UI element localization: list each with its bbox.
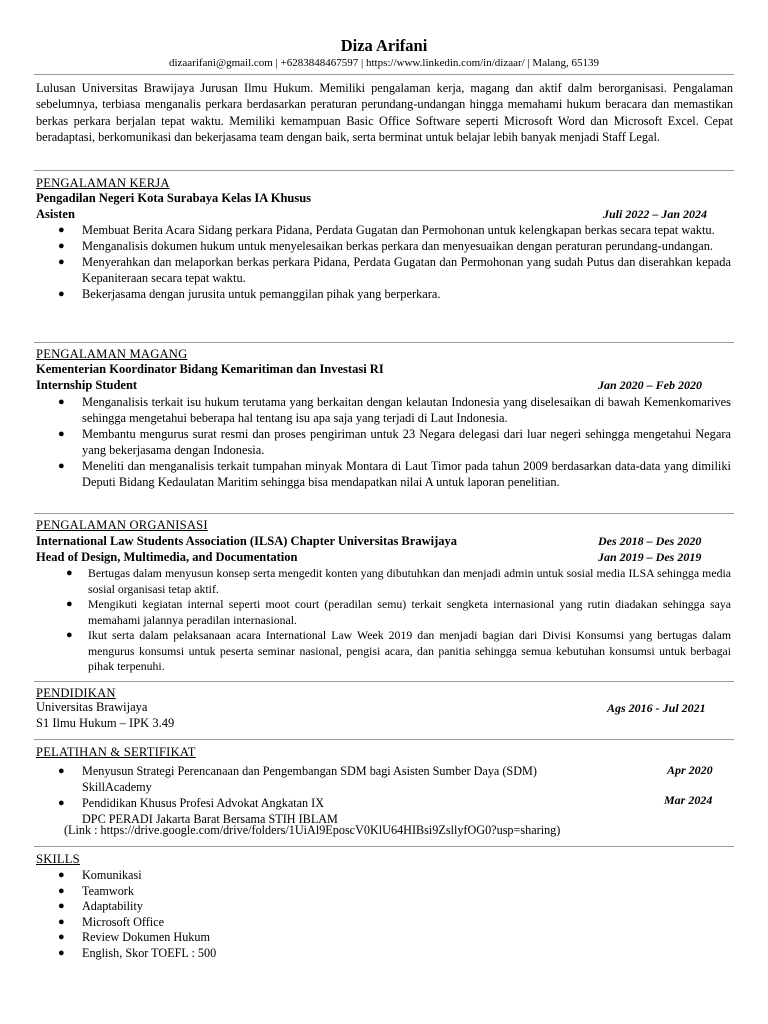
divider <box>34 170 734 171</box>
list-item: ● Komunikasi <box>58 868 142 882</box>
bullet-icon: ● <box>58 256 65 268</box>
bullet-icon: ● <box>58 900 65 913</box>
work-date: Juli 2022 – Jan 2024 <box>603 207 708 221</box>
bullet-icon: ● <box>58 797 65 809</box>
list-item: ● English, Skor TOEFL : 500 <box>58 945 217 960</box>
organization-bullet-list <box>66 566 731 675</box>
section-heading-training: PELATIHAN & SERTIFIKAT <box>36 745 196 759</box>
bullet-icon: ● <box>66 629 73 641</box>
list-item: ● Review Dokumen Hukum <box>58 930 210 945</box>
education-degree: S1 Ilmu Hukum – IPK 3.49 <box>36 716 175 730</box>
bullet-icon: ● <box>58 288 65 300</box>
contact-line: dizaarifani@gmail.com | +6283848467597 | https://www.linkedin.com/in/dizaar/ | Malang, 65139 <box>168 57 600 69</box>
bullet-icon: ● <box>58 915 65 928</box>
bullet-icon: ● <box>58 765 65 777</box>
bullet-icon: ● <box>58 460 65 472</box>
list-item: ● Menganalisis terkait isu hukum terutama yang berkaitan dengan kelautan Indonesia yang diselesaikan di bawah Kemenkomarives sehingga mengetahui beberapa hal tentang isu apa saja yang terjadi di Laut Indonesia. <box>58 395 731 425</box>
divider <box>34 513 734 514</box>
bullet-icon: ● <box>58 240 65 252</box>
bullet-icon: ● <box>66 567 73 579</box>
list-item: ● Menyerahkan dan melaporkan berkas perkara Pidana, Perdata Gugatan dan Permohonan yang sudah Putus dan diserahkan kepada Kepaniteraan secara tepat waktu. <box>58 255 731 285</box>
organization-name: International Law Students Association (ILSA) Chapter Universitas Brawijaya <box>36 534 457 548</box>
list-item: ● Adaptability <box>58 899 143 914</box>
list-item: ● Menganalisis dokumen hukum untuk menyelesaikan berkas perkara dan menyesuaikan dengan peraturan perundang-undangan. <box>58 239 714 253</box>
bullet-icon: ● <box>58 869 65 881</box>
list-item: ● Menyusun Strategi Perencanaan dan Pengembangan SDM bagi Asisten Sumber Daya (SDM) SkillAcademy <box>58 764 537 794</box>
divider <box>34 846 734 847</box>
section-heading-education: PENDIDIKAN <box>36 686 116 700</box>
bullet-icon: ● <box>58 396 65 408</box>
internship-date: Jan 2020 – Feb 2020 <box>598 378 703 392</box>
list-item: ● Meneliti dan menganalisis terkait tumpahan minyak Montara di Laut Timor pada tahun 2009 berdasarkan data-data yang dimiliki Deputi Bidang Kedaulatan Maritim sehingga bisa mendapatkan nilai A untuk laporan penelitian. <box>58 459 731 489</box>
skills-list <box>58 868 482 962</box>
divider <box>34 74 734 75</box>
work-role: Asisten <box>36 207 75 221</box>
training-list <box>58 763 642 827</box>
summary-paragraph: Lulusan Universitas Brawijaya Jurusan Ilmu Hukum. Memiliki pengalaman kerja, magang dan aktif dalm berorganisasi. Pengalaman sebelumnya, terbiasa menganalis perkara berdasarkan peraturan perundang-undangan hingga memahami hukum beracara dan memastikan berkas perkara berjalan tepat waktu. Memiliki kemampuan Basic Office Software seperti Microsoft Word dan Microsoft Excel. Cepat beradaptasi, berkomunikasi dan bekerjasama team dengan baik, serta berminat untuk belajar lebih banyak menjadi Staff Legal. <box>36 81 733 144</box>
divider <box>34 681 734 682</box>
bullet-icon: ● <box>58 931 65 944</box>
list-item: ● Pendidikan Khusus Profesi Advokat Angkatan IX DPC PERADI Jakarta Barat Bersama STIH IBLAM <box>58 796 338 826</box>
list-item: ● Mengikuti kegiatan internal seperti moot court (peradilan semu) terkait sengketa internasional yang rutin diadakan sehingga saya memahami jalannya peradilan internasional. <box>66 597 731 627</box>
internship-organization: Kementerian Koordinator Bidang Kemaritiman dan Investasi RI <box>36 362 384 376</box>
certificate-link[interactable]: (Link : https://drive.google.com/drive/folders/1UiAl9EposcV0KlU64HIBsi9ZsllyfOG0?usp=sharing) <box>64 823 561 837</box>
list-item: ● Microsoft Office <box>58 914 165 929</box>
work-organization: Pengadilan Negeri Kota Surabaya Kelas IA Khusus <box>36 191 312 205</box>
section-heading-internship: PENGALAMAN MAGANG <box>36 347 188 361</box>
section-heading-work: PENGALAMAN KERJA <box>36 176 170 190</box>
list-item: ● Bertugas dalam menyusun konsep serta mengedit konten yang dibutuhkan dan menjadi admin untuk sosial media ILSA sehingga media sosial organisasi tetap aktif. <box>66 566 731 596</box>
list-item: ● Ikut serta dalam pelaksanaan acara International Law Week 2019 dan menjadi bagian dari Divisi Konsumsi yang bertugas dalam mengurus konsumsi untuk peserta seminar nasional, pengisi acara, dan panitia sehingga semua kebutuhan konsumsi untuk berbagai pihak terpenuhi. <box>66 628 731 673</box>
list-item: ● Bekerjasama dengan jurusita untuk pemanggilan pihak yang berperkara. <box>58 287 441 301</box>
bullet-icon: ● <box>58 884 65 897</box>
training-date: Mar 2024 <box>664 793 713 807</box>
bullet-icon: ● <box>58 946 65 959</box>
list-item: ● Membantu mengurus surat resmi dan proses pengiriman untuk 23 Negara delegasi dari luar negeri sehingga mengetahui Negara yang bekerjasama dengan Indonesia. <box>58 427 731 457</box>
section-heading-organization: PENGALAMAN ORGANISASI <box>36 518 208 532</box>
education-school: Universitas Brawijaya <box>36 700 148 714</box>
organization-role-date: Jan 2019 – Des 2019 <box>598 550 702 564</box>
bullet-icon: ● <box>58 428 65 440</box>
list-item: ● Membuat Berita Acara Sidang perkara Pidana, Perdata Gugatan dan Permohonan untuk kelengkapan berkas secara tepat waktu. <box>58 223 715 237</box>
training-date: Apr 2020 <box>667 763 713 777</box>
work-bullet-list <box>58 222 731 302</box>
list-item: ● Teamwork <box>58 883 134 898</box>
organization-role: Head of Design, Multimedia, and Documentation <box>36 550 298 564</box>
divider <box>34 342 734 343</box>
candidate-name: Diza Arifani <box>340 36 428 55</box>
education-date: Ags 2016 - Jul 2021 <box>607 701 706 715</box>
organization-date: Des 2018 – Des 2020 <box>598 534 702 548</box>
bullet-icon: ● <box>66 598 73 610</box>
divider <box>34 739 734 740</box>
section-heading-skills: SKILLS <box>36 852 80 866</box>
internship-bullet-list <box>58 394 731 490</box>
internship-role: Internship Student <box>36 378 138 392</box>
bullet-icon: ● <box>58 224 65 236</box>
